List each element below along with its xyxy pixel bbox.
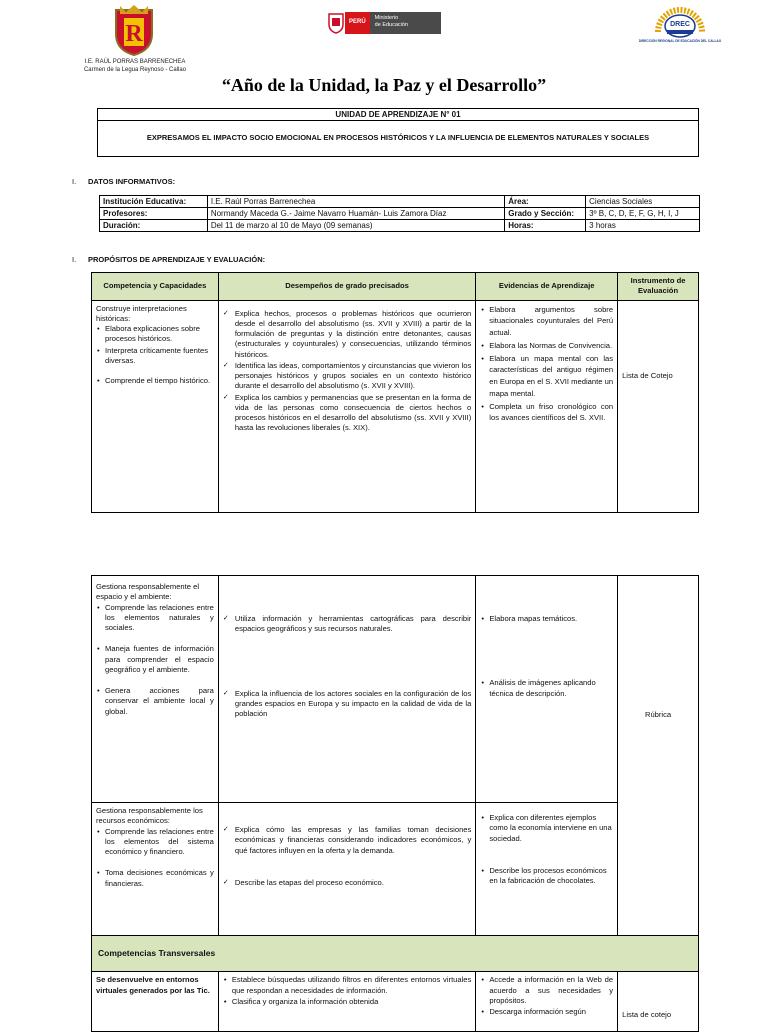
list-item: • Interpreta críticamente fuentes diversas. xyxy=(96,346,214,367)
list-item: • Establece búsquedas utilizando filtros en diferentes entornos virtuales que respondan a necesidades de información. xyxy=(223,975,471,996)
document-title: “Año de la Unidad, la Paz y el Desarrollo” xyxy=(221,75,547,95)
unit-heading: UNIDAD DE APRENDIZAJE N° 01 xyxy=(98,109,698,121)
list-item: ✓ Explica hechos, procesos o problemas históricos que ocurrieron desde el desarrollo del absolutismo (ss. XVII y XVIII) a partir de la formulación de preguntas y la distinción entre detonantes, causas (estructurales y coyunturales) y consecuencias, utilizando términos históricos. xyxy=(223,309,471,360)
list-item: • Comprende las relaciones entre los elementos naturales y sociales. xyxy=(96,603,214,634)
svg-text:DIRECCIÓN REGIONAL DE EDUCACIÓ: DIRECCIÓN REGIONAL DE EDUCACIÓN DEL CALLAO xyxy=(638,39,722,43)
list-item: ✓ Utiliza información y herramientas cartográficas para describir espacios geográficos y sus recursos naturales. xyxy=(223,614,471,635)
ministry-logo xyxy=(327,12,441,34)
info-row: Profesores: Normandy Maceda G.- Jaime Navarro Huamán- Luis Zamora Díaz Grado y Sección: 3º B, C, D, E, F, G, H, I, J xyxy=(100,208,700,220)
table-row xyxy=(92,300,699,512)
list-item: • Clasifica y organiza la información obtenida xyxy=(223,997,471,1007)
list-item: ✓ Explica los cambios y permanencias que se presentan en la forma de vida de las personas como consecuencia de ciertos hechos o procesos históricos en el desarrollo del absolutismo (ss. XVII y XVIII) hasta las revoluciones liberales (s. XIX). xyxy=(223,393,471,434)
list-item: • Comprende el tiempo histórico. xyxy=(96,376,214,386)
header-instrumento: Instrumento de Evaluación xyxy=(618,273,699,301)
list-item: • Elabora argumentos sobre situacionales coyunturales del Perú actual. xyxy=(480,304,613,339)
header-competencias: Competencia y Capacidades xyxy=(92,273,219,301)
instrument-cell: Lista de Cotejo xyxy=(618,300,699,512)
header-desempenos: Desempeños de grado precisados xyxy=(218,273,475,301)
peru-label: PERÚ xyxy=(345,12,370,34)
list-item: ✓ Explica la influencia de los actores sociales en la configuración de los grandes espacios en Europa y su impacto en la calidad de vida de la población xyxy=(223,689,471,720)
info-row: Duración: Del 11 de marzo al 10 de Mayo (09 semanas) Horas: 3 horas xyxy=(100,220,700,232)
list-item: • Elabora explicaciones sobre procesos históricos. xyxy=(96,324,214,345)
table-row xyxy=(92,576,699,803)
svg-text:R: R xyxy=(125,21,143,47)
info-table xyxy=(99,195,700,232)
svg-text:DREC: DREC xyxy=(670,21,690,28)
purposes-table xyxy=(91,272,699,513)
section-datos-informativos: I. DATOS INFORMATIVOS: xyxy=(72,177,176,186)
list-item: • Explica con diferentes ejemplos como la economía interviene en una sociedad. xyxy=(480,813,613,844)
list-item: ✓ Describe las etapas del proceso económico. xyxy=(223,878,471,888)
list-item: • Genera acciones para conservar el ambiente local y global. xyxy=(96,686,214,717)
table-row xyxy=(92,972,699,1032)
list-item: • Descarga información según xyxy=(480,1007,613,1017)
drec-logo xyxy=(638,6,722,48)
list-item: • Completa un friso cronológico con los avances científicos del S. XVII. xyxy=(480,401,613,425)
competence-text: Gestiona responsablemente el espacio y el ambiente: xyxy=(96,582,200,602)
list-item: • Describe los procesos económicos en la fabricación de chocolates. xyxy=(480,866,613,887)
school-name: I.E. RAÚL PORRAS BARRENECHEA xyxy=(84,59,186,65)
list-item: ✓ Identifica las ideas, comportamientos y circunstancias que vivieron los personajes históricos y grupos sociales en un contexto histórico durante el desarrollo del absolutismo (s. XVII y XVIII). xyxy=(223,361,471,392)
list-item: • Accede a información en la Web de acuerdo a sus necesidades y propósitos. xyxy=(480,975,613,1006)
unit-title: EXPRESAMOS EL IMPACTO SOCIO EMOCIONAL EN PROCESOS HISTÓRICOS Y LA INFLUENCIA DE ELEMENTOS NATURALES Y SOCIALES xyxy=(146,133,650,142)
list-item: • Elabora las Normas de Convivencia. xyxy=(480,340,613,352)
info-row: Institución Educativa: I.E. Raúl Porras Barrenechea Área: Ciencias Sociales xyxy=(100,196,700,208)
competencies-table xyxy=(91,575,699,1032)
list-item: • Comprende las relaciones entre los elementos del sistema económico y financiero. xyxy=(96,827,214,858)
instrument-cell: Rúbrica xyxy=(618,576,699,936)
list-item: ✓ Explica cómo las empresas y las familias toman decisiones económicas y financieras considerando indicadores económicos, y qué factores influyen en la oferta y la demanda. xyxy=(223,825,471,856)
school-caption xyxy=(60,58,210,74)
list-item: • Elabora mapas temáticos. xyxy=(480,614,613,624)
competence-text: Gestiona responsablemente los recursos económicos: xyxy=(96,806,203,826)
section-propositos: I. PROPÓSITOS DE APRENDIZAJE Y EVALUACIÓN: xyxy=(72,255,266,264)
competence-text: Construye interpretaciones históricas: xyxy=(96,303,187,323)
list-item: • Análisis de imágenes aplicando técnica de descripción. xyxy=(480,678,613,699)
school-location: Carmen de la Legua Reynoso - Callao xyxy=(83,67,187,74)
competence-text: Se desenvuelve en entornos virtuales generados por las Tic. xyxy=(92,972,219,1032)
table-row xyxy=(92,803,699,936)
transversal-header: Competencias Transversales xyxy=(92,936,699,972)
ministry-label: Ministerio de Educación xyxy=(370,12,441,34)
list-item: • Toma decisiones económicas y financieras. xyxy=(96,868,214,889)
list-item: • Elabora un mapa mental con las características del antiguo régimen en Europa en el S. XVII mediante un mapa mental. xyxy=(480,353,613,400)
list-item: • Maneja fuentes de información para comprender el espacio geográfico y el ambiente. xyxy=(96,644,214,675)
header-evidencias: Evidencias de Aprendizaje xyxy=(476,273,618,301)
unit-box xyxy=(97,108,699,157)
instrument-cell: Lista de cotejo xyxy=(618,972,699,1032)
peru-shield-icon xyxy=(327,12,345,34)
transversal-header-row xyxy=(92,936,699,972)
school-logo xyxy=(112,4,156,56)
